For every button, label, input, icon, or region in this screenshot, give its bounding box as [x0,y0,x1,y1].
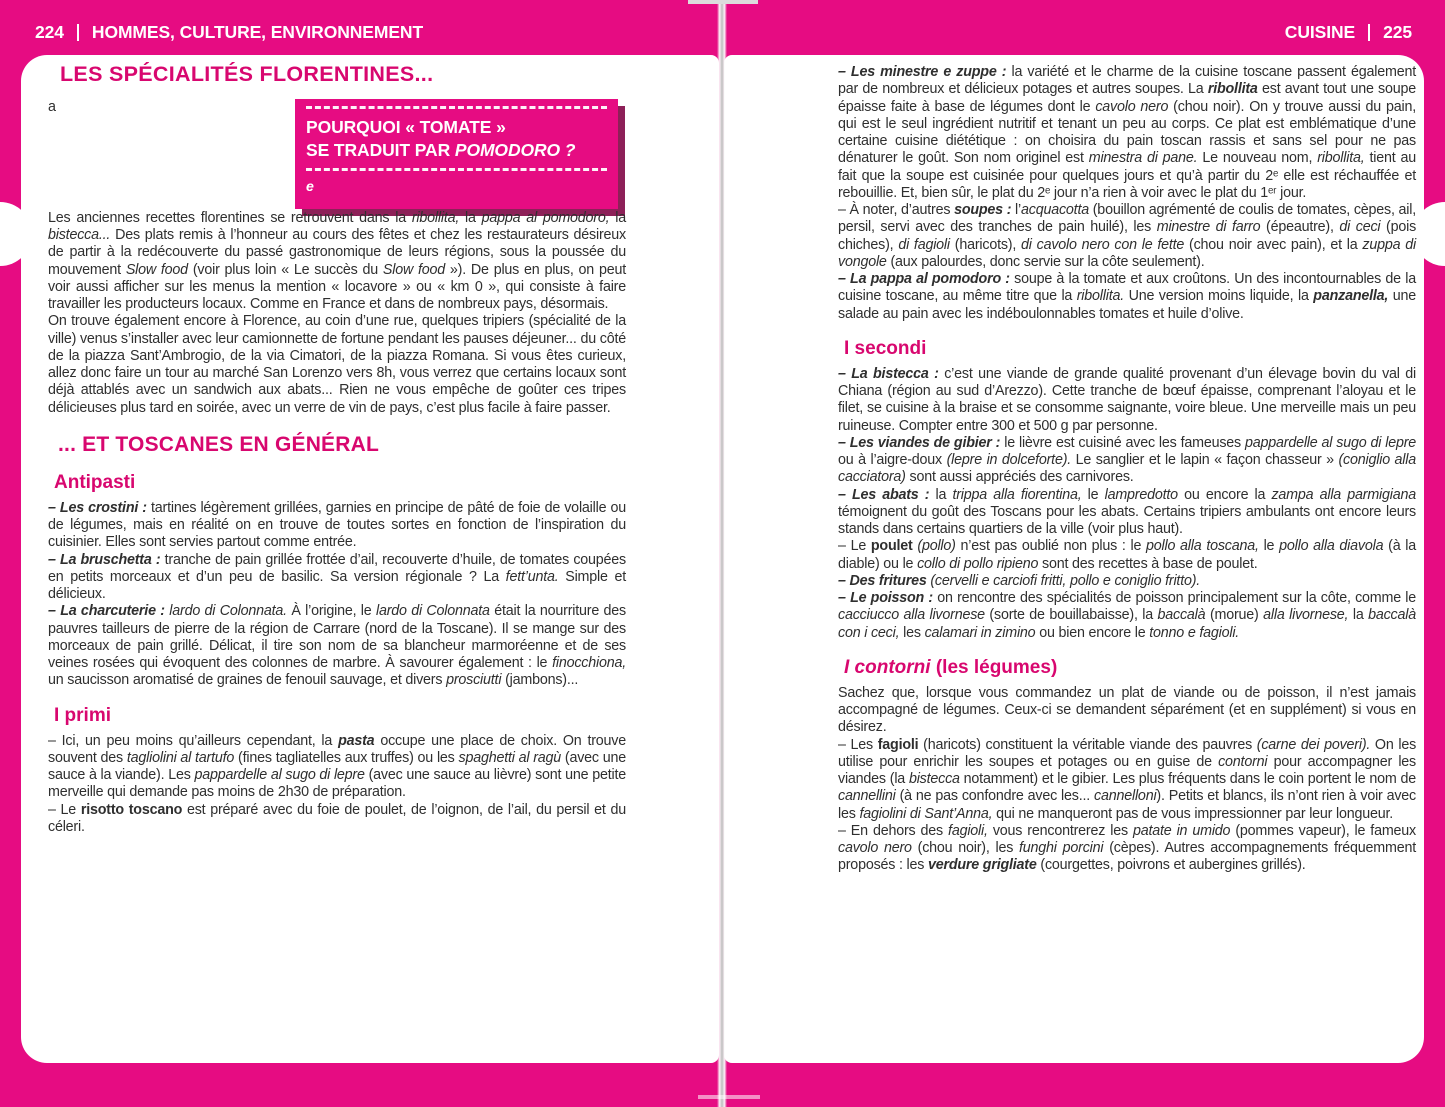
paragraph [48,603,626,689]
text-run: cavolo nero [1095,98,1169,115]
paragraph [838,366,1416,435]
text-run: On les utilise pour enrichir les soupes et potages ou en guise de [838,736,1417,770]
text-run: (haricots) constituent la véritable viande des pauvres [918,736,1257,753]
text-run: pollo alla diavola [1279,538,1384,555]
tomato-box-panel [295,99,618,209]
text-run: On trouve également encore à Florence, au coin d’une rue, quelques tripiers (spécialité de la ville) venus s’installer avec leur camionnette de fortune pendant les pauses déjeuner... du côté de la piazza Sant’Ambrogio, de la via Cimatori, de la piazza Romana. Si vous êtes curieux, allez donc faire un tour au marché San Lorenzo vers 8h, vous verrez que certains locaux sont déjà attablés avec un sandwich aux abats... Rien ne vous empêche de goûter ces tripes délicieuses plus tard en soirée, avec un verre de vin de pays, c’est plus facile à faire passer. [48,313,626,416]
text-run: alla livornese, [1263,607,1349,624]
text-run: SE TRADUIT PAR [306,140,455,160]
text-run: (carne dei poveri). [1256,736,1371,753]
left-header [35,22,423,43]
text-run: soupes : [954,202,1012,218]
text-run: tonno e fagioli. [1149,624,1240,641]
paragraph [838,823,1416,875]
text-run: Les anciennes recettes florentines se retrouvent dans la [48,209,412,226]
text-run: (coniglio alla cacciatora) [838,452,1417,486]
text-run: minestre di farro [1156,219,1261,236]
text-run: zuppa di vongole [838,236,1416,270]
text-run: verdure grigliate [927,857,1037,874]
paragraph [838,202,1416,271]
text-run: (chou noir). On y trouve aussi du pain, qui est le seul ingrédient nutritif et tenant un peu au corps. Ce plat est emblématique d’une certaine cuisine diététique : on choisira du pain toscan rassis et sans sel pour ne pas dénaturer le goût. Son nom originel est [838,98,1416,167]
text-run: – Le poisson : [838,590,933,606]
text-run: – Le [838,538,871,555]
text-run: (jambons)... [501,672,579,689]
text-run: (bouillon agrémenté de coulis de tomates, cèpes, ail, persil, servi avec des tranches de pain huilé), les [838,202,1417,236]
section-heading-contorni [844,657,1416,679]
text-run: (épeautre), [1260,219,1340,236]
text-run: (sorte de bouillabaisse), la [984,607,1158,624]
paragraph [838,573,1416,590]
article-title: LES SPÉCIALITÉS FLORENTINES... [60,62,434,86]
text-run: (cervelli e carciofi fritti, pollo e coniglio fritto). [930,572,1201,589]
text-run: ou encore la [1177,486,1272,503]
text-run: À l’origine, le [286,603,376,620]
text-run: (haricots), [949,236,1022,253]
text-run: di ceci [1339,219,1381,236]
text-run: tartines légèrement grillées, garnies en principe de pâté de foie de volaille ou de légumes, mais en réalité on en trouve de toutes sortes en fonction de l’inspiration du cuisinier. Elles sont servies partout comme entrée. [48,499,627,551]
text-run: risotto toscano [80,801,183,818]
text-run: pappardelle al sugo di lepre [194,767,365,784]
text-run: un saucisson aromatisé de graines de fenouil sauvage, et divers [48,672,447,689]
text-run: la [609,209,627,226]
text-run: calamari in zimino [924,624,1036,641]
text-run: sont des recettes à base de poulet. [1038,555,1258,572]
text-run: prosciutti [446,672,502,689]
tomato-box-title-line2 [306,140,575,160]
text-run: Une version moins liquide, la [1124,288,1314,305]
intro-row [48,99,626,209]
text-run: ou bien encore le [1035,624,1150,641]
text-run: di cavolo nero con le fette [1021,236,1185,253]
text-run: (chou noir avec pain), et la [1184,236,1363,253]
text-run: soupe à la tomate et aux croûtons. Un des incontournables de la cuisine toscane, au même titre que la [838,271,1416,305]
paragraph [48,802,626,837]
text-run: sont aussi appréciés des carnivores. [905,469,1134,486]
text-run: (pollo) [917,538,956,555]
text-run: Le sanglier et le lapin « façon chasseur » [1071,452,1339,468]
text-run: qui ne manqueront pas de vous impressionner par leur longueur. [992,805,1394,822]
text-run: (lepre in dolceforte). [946,452,1072,468]
left-header-title: HOMMES, CULTURE, ENVIRONNEMENT [91,22,424,42]
header-divider [1368,24,1370,41]
text-run: ribollita [1207,81,1258,98]
text-run: – À noter, d’autres [838,202,955,218]
text-run: tagliolini al tartufo [126,749,235,766]
paragraph [838,538,1416,573]
header-divider [77,24,79,41]
intro-paragraph [48,99,285,116]
text-run: la [929,486,953,503]
text-run: ). Petits et blancs, ils n’ont rien à voir avec les [838,788,1416,822]
text-run: POMODORO ? [454,140,576,160]
text-run: patate in umido [1132,822,1231,839]
text-run: fagioli, [948,822,988,839]
text-run: – Les viandes de gibier : [838,434,1001,451]
text-run: poulet [870,538,913,555]
text-run: fett’unta. [505,568,559,585]
text-run: (à ne pas confondre avec les... [895,788,1095,805]
text-run: la [1348,607,1369,624]
text-run: (pois chiches), [838,219,1417,253]
text-run: une salade au pain avec les indéboulonnables tomates et huile d’olive. [838,288,1416,322]
left-page-content [48,60,626,836]
text-run: zampa alla parmigiana [1271,486,1416,503]
tomato-sidebar-box [295,99,626,209]
text-run: ou à l’aigre-doux [838,452,947,468]
text-run: (chou noir), les [911,840,1020,856]
text-run: – Les crostini : [48,499,147,516]
text-run: notamment) et le gibier. Les plus fréquents dans le coin portent le nom de [959,771,1416,787]
text-run: – Le [48,801,81,818]
text-run: bistecca [908,771,960,787]
text-run: Sachez que, lorsque vous commandez un plat de viande ou de poisson, il n’est jamais accompagné de légumes. Ceux-ci se demandent séparément (et en supplément) si vous en désirez. [838,684,1416,736]
text-run: (aux palourdes, donc servie sur la côte seulement). [886,253,1205,270]
right-header-title: CUISINE [1284,22,1356,42]
paragraph [838,435,1416,487]
text-run: Des plats remis à l’honneur au cours des fêtes et chez les restaurateurs désireux de partir à la redécouverte du passé gastronomique de leurs régions, sous la poussée du mouvement [48,227,626,278]
spine-mark-top [688,0,758,4]
paragraph [48,733,626,802]
text-run: le [1258,538,1280,555]
text-run: fagiolini di Sant’Anna, [859,805,993,822]
paragraph [838,737,1416,823]
text-run: pappa al pomodoro, [481,209,610,226]
text-run: (voir plus loin « Le succès du [187,261,383,278]
paragraph [838,271,1416,323]
paragraph [838,590,1416,642]
text-run: cannellini [838,788,896,805]
spine-mark-bottom [698,1095,760,1099]
text-run: cacciucco alla livornese [838,607,985,624]
right-page-content [838,64,1416,875]
text-run: pour accompagner les viandes (la [838,753,1416,787]
spine-gutter [717,0,727,1107]
section-heading-toscanes: ... ET TOSCANES EN GÉNÉRAL [58,432,380,456]
section-heading-primi: I primi [54,704,112,726]
text-run: – Des fritures [838,572,927,589]
text-run: l’ [1011,202,1022,218]
text-run: lardo di Colonnata [376,603,490,620]
text-run: était la nourriture des pauvres tailleurs de pierre de la région de Carrare (nord de la Toscane). Il se mange sur des morceaux de pain grillé. Délicat, il tire son nom de sa blancheur marmoréenne et de ses veines rosées qui évoquent des colonnes de marbre. À savourer également : le [48,603,627,672]
contorni-heading-italic: I contorni [844,656,931,678]
section-heading-antipasti: Antipasti [54,471,136,493]
text-run: cavolo nero [838,840,912,856]
text-run: (cèpes). Autres accompagnements fréquemment proposés : les [838,840,1416,874]
secondi-paragraphs [838,366,1416,642]
text-run: bistecca... [48,227,111,244]
text-run: la variété et le charme de la cuisine toscane passent également par de nombreux et délicieux potages et autres soupes. La [838,64,1416,98]
text-run: a [48,99,56,115]
text-run: – Ici, un peu moins qu’ailleurs cependant, la [48,732,339,749]
text-run: (à la diable) ou le [838,538,1416,572]
text-run: di fagioli [898,236,950,253]
text-run: Le nouveau nom, [1197,150,1318,167]
text-run: pollo alla toscana, [1146,538,1259,555]
text-run: (pommes vapeur), le fameux [1230,822,1416,839]
text-run: (fines tagliatelles aux truffes) ou les [234,749,459,766]
text-run: e [306,179,314,195]
text-run: Slow food [125,261,188,278]
text-run: pasta [338,732,375,749]
dashed-rule [306,168,607,171]
tomato-box-title-line1: POURQUOI « TOMATE » [306,117,506,137]
text-run: pappardelle al sugo di lepre [1245,434,1417,451]
text-run: le lièvre est cuisiné avec les fameuses [1000,434,1246,451]
text-run: acquacotta [1021,202,1089,218]
text-run: funghi porcini [1019,840,1104,856]
text-run: ribollita. [1076,288,1125,305]
text-run: lardo di Colonnata. [169,603,287,620]
text-run: – La bistecca : [838,365,939,382]
text-run: contorni [1218,753,1268,770]
text-run: – La charcuterie : [48,603,165,620]
paragraph [48,500,626,552]
left-page-number: 224 [35,22,64,42]
text-run: tient au fait que la soupe est cuisinée pour quelques jours et qu’à partir du 2ᵉ elle est réchauffée et rebouillie. Et, bien sûr, le plat du 2ᵉ jour n’a rien à voir avec le plat du 1ᵉʳ jour. [838,150,1416,201]
text-run: tranche de pain grillée frottée d’ail, recouverte d’huile, de tomates coupées en petits morceaux et d’un peu de basilic. Sa version régionale ? La [48,551,626,585]
text-run: est avant tout une soupe épaisse faite à base de légumes dont le [838,81,1416,115]
florentine-paragraphs [48,210,626,417]
text-run: les [899,624,925,641]
tomato-box-body [306,179,607,196]
text-run: occupe une place de choix. On trouve souvent des [48,732,626,766]
text-run: – Les minestre e zuppe : [838,64,1007,80]
text-run: (avec une sauce à la viande). Les [48,749,627,784]
antipasti-paragraphs [48,500,626,690]
primi-paragraphs [48,733,626,837]
text-run: Slow food [382,261,446,278]
text-run: ribollita, [1317,150,1365,167]
text-run: finocchiona, [552,655,626,672]
text-run: panzanella, [1313,288,1389,305]
text-run: est préparé avec du foie de poulet, de l’oignon, de l’ail, du persil et du céleri. [48,801,627,835]
right-header [1285,22,1412,43]
text-run: vous rencontrerez les [987,822,1133,839]
tomato-box-title [306,114,607,162]
text-run: »). De plus en plus, on peut voir aussi afficher sur les menus la mention « locavore » ou « km 0 », qui consiste à faire travailler les producteurs locaux. Comme en France et dans de nombreux pays, désormais. [48,261,626,313]
paragraph [838,64,1416,202]
text-run: ribollita, [411,209,460,226]
text-run: – Les [838,736,878,753]
text-run: baccalà [1157,607,1206,624]
text-run: – Les abats : [838,486,930,503]
text-run: Simple et délicieux. [48,568,626,603]
text-run: la [459,209,482,226]
paragraph [838,487,1416,539]
soups-paragraphs [838,64,1416,323]
text-run: c’est une viande de grande qualité provenant d’un élevage bovin du val di Chiana (région au sud d’Arezzo). Cette tranche de bœuf épaisse, comprenant l’aloyau et le filet, se cuisine à la braise et se consomme saignante, voire bleue. Une merveille mais un peu ruineuse. Compter entre 300 et 500 g par personne. [838,365,1416,434]
section-heading-secondi: I secondi [844,337,927,359]
paragraph [48,552,626,604]
text-run: – La pappa al pomodoro : [838,271,1010,287]
text-run: lampredotto [1104,486,1178,503]
text-run: cannelloni [1094,788,1157,805]
text-run: collo di pollo ripieno [917,555,1039,572]
text-run: (morue) [1205,607,1264,624]
text-run: – En dehors des [838,822,949,839]
contorni-paragraphs [838,685,1416,875]
text-run: – La bruschetta : [48,551,161,568]
text-run: fagioli [877,736,919,753]
text-run: (avec une sauce au lièvre) sont une petite merveille qui demande pas moins de 2h30 de préparation. [48,767,626,801]
text-run: le [1081,486,1105,503]
right-page-number: 225 [1383,22,1412,42]
paragraph [48,210,626,314]
text-run: (courgettes, poivrons et aubergines grillés). [1036,857,1306,874]
dashed-rule [306,106,607,109]
paragraph [838,685,1416,737]
text-run: trippa alla fiorentina, [952,486,1082,503]
text-run: baccalà con i ceci, [838,607,1416,641]
text-run: on rencontre des spécialités de poisson principalement sur la côte, comme le [932,590,1416,606]
text-run: n’est pas oublié non plus : le [955,538,1147,555]
contorni-heading-rest: (les légumes) [930,656,1058,678]
text-run: témoignent du goût des Toscans pour les abats. Certains tripiers ambulants ont encore leurs stands dans certains quartiers de la ville (voir plus haut). [838,503,1416,537]
text-run: minestra di pane. [1088,150,1198,167]
text-run: spaghetti al ragù [458,749,562,766]
paragraph [48,313,626,417]
